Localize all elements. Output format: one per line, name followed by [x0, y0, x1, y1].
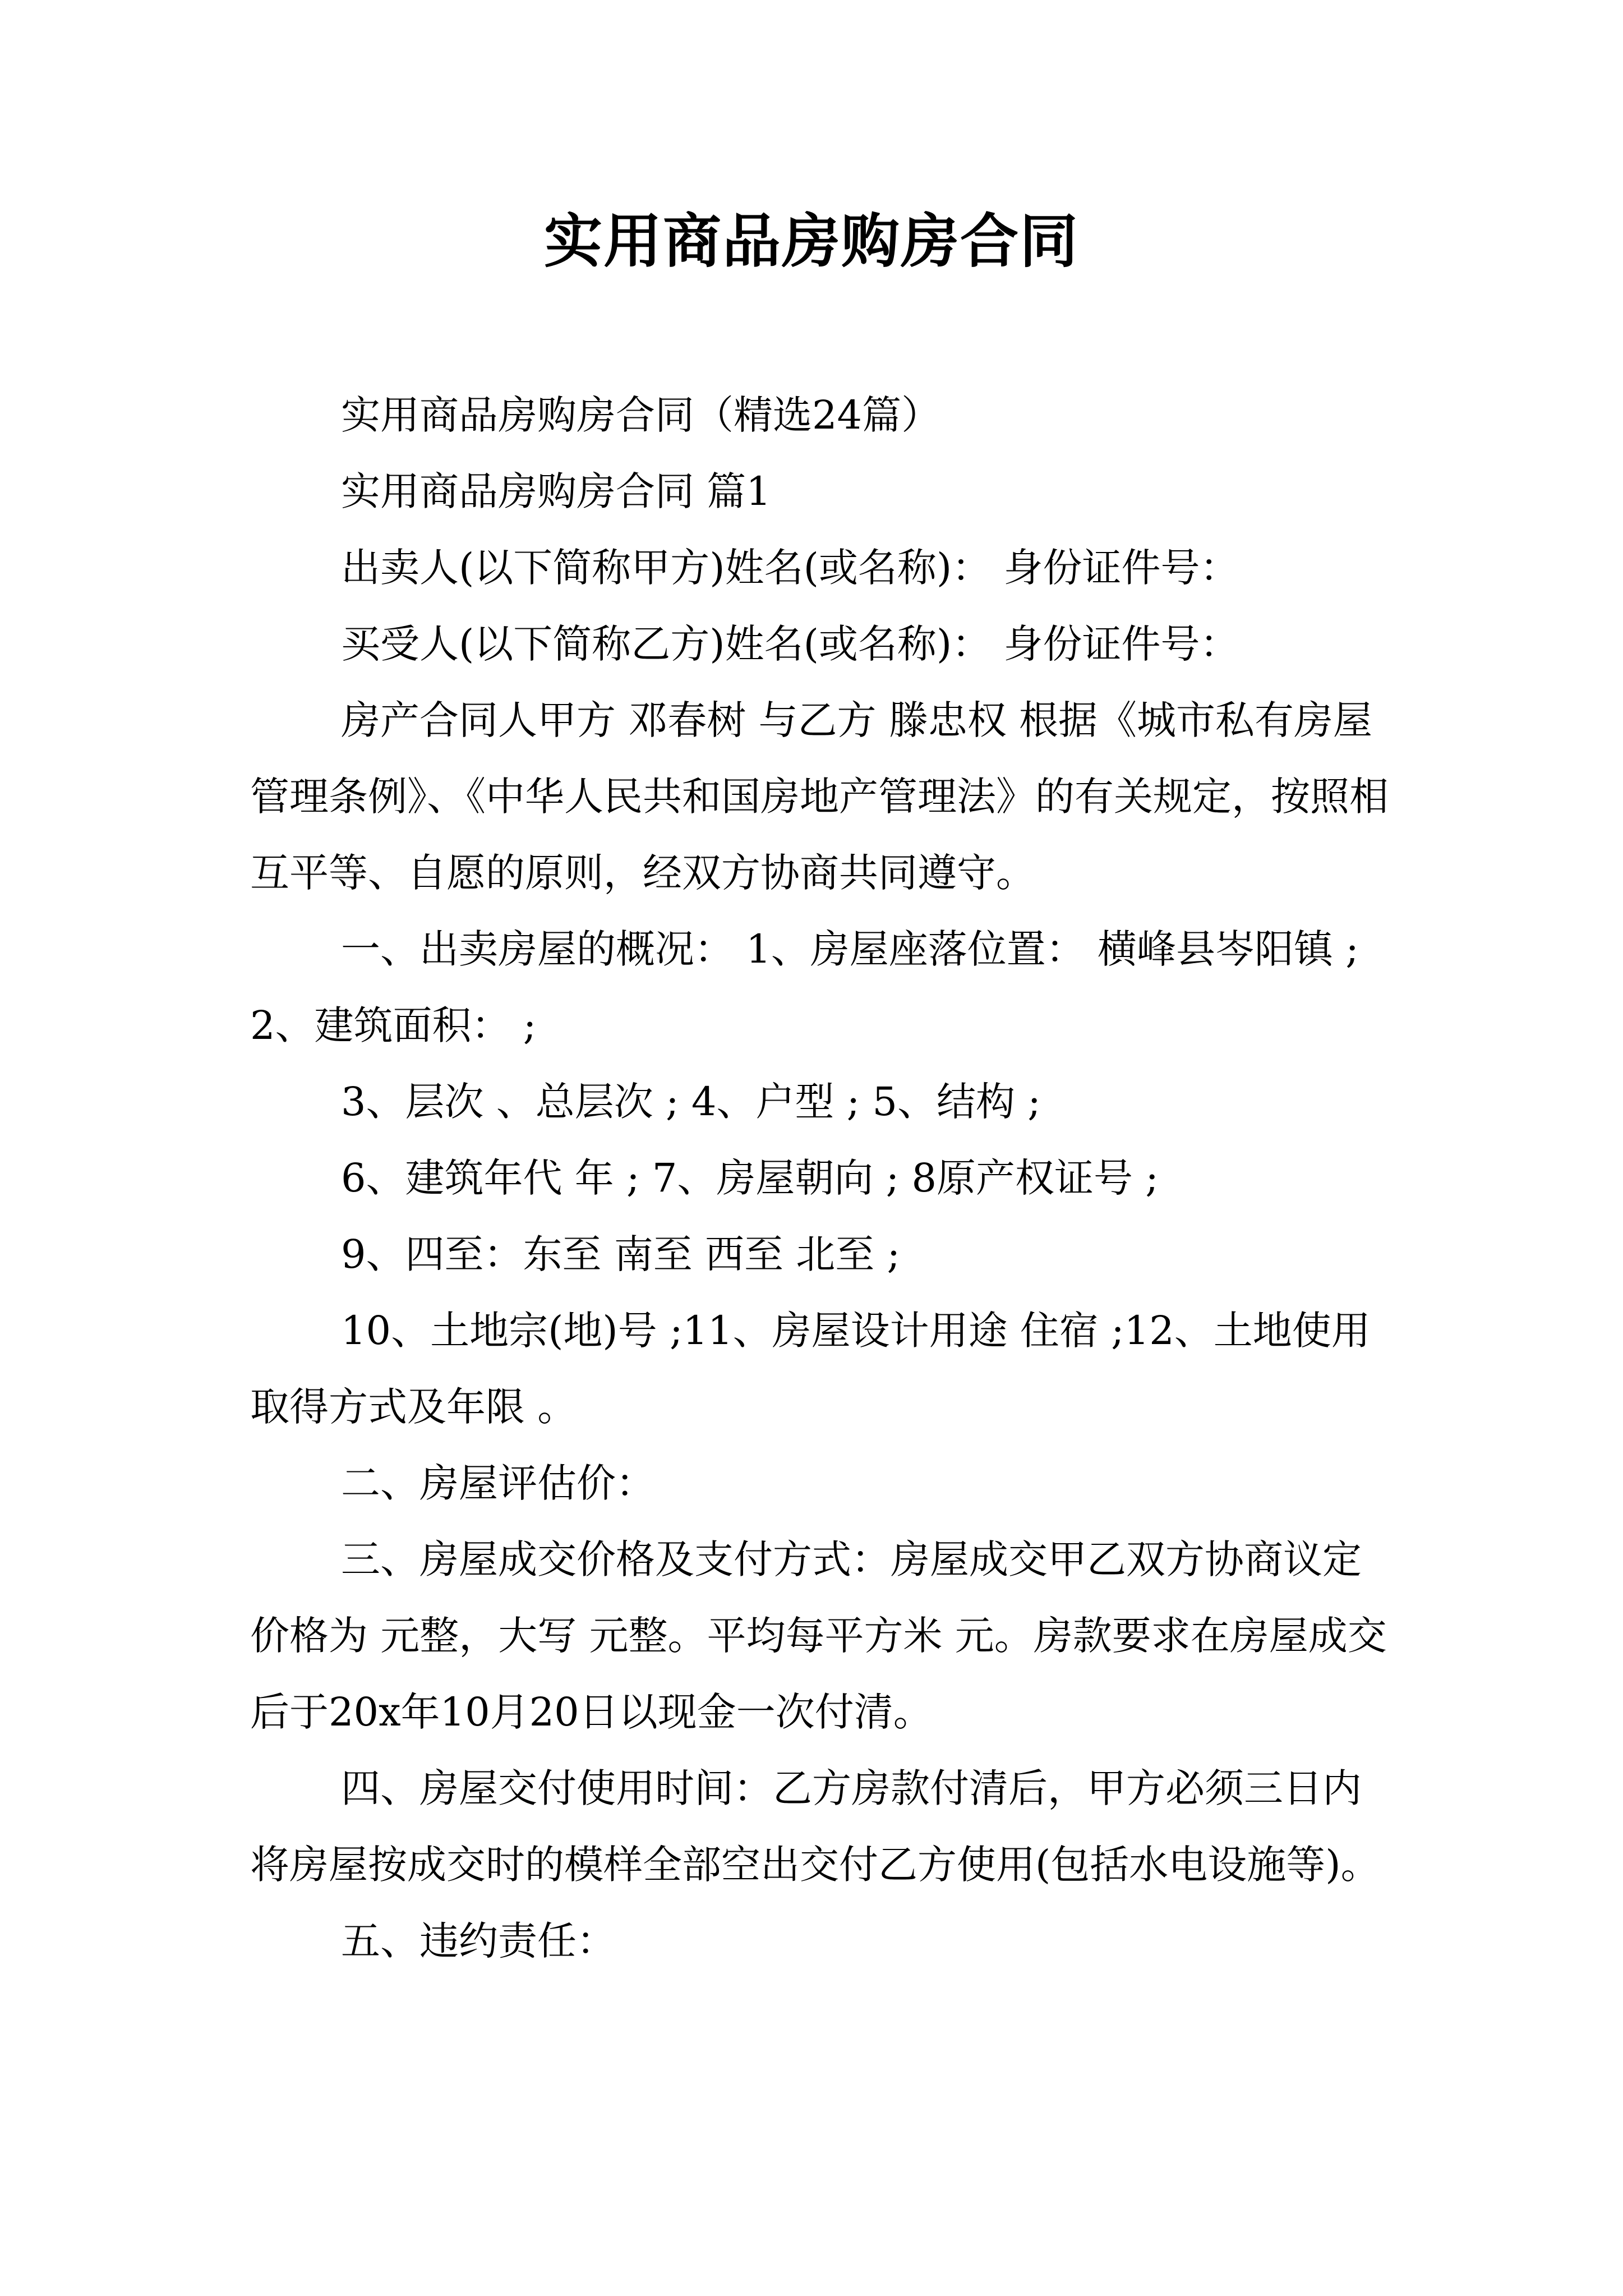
paragraph-section-1-items-3-5: 3、层次 、总层次 ; 4、户型 ; 5、结构 ; — [341, 1079, 1041, 1125]
paragraph-section-1-items-6-8: 6、建筑年代 年 ; 7、房屋朝向 ; 8原产权证号 ; — [341, 1155, 1159, 1201]
paragraph-section-4: 四、房屋交付使用时间：乙方房款付清后，甲方必须三日内将房屋按成交时的模样全部空出交付乙方使用(包括水电设施等)。 — [250, 1765, 1380, 1888]
paragraph-seller: 出卖人(以下简称甲方)姓名(或名称)： 身份证件号： — [341, 545, 1239, 591]
paragraph-buyer: 买受人(以下简称乙方)姓名(或名称)： 身份证件号： — [341, 621, 1239, 667]
paragraph-article-heading: 实用商品房购房合同 篇1 — [341, 468, 771, 514]
paragraph-section-1: 一、出卖房屋的概况： 1、房屋座落位置： 横峰县岑阳镇 ;2、建筑面积： ; — [250, 926, 1359, 1048]
paragraph-preamble: 房产合同人甲方 邓春树 与乙方 滕忠权 根据《城市私有房屋管理条例》、《中华人民共和国房地产管理法》的有关规定，按照相互平等、自愿的原则，经双方协商共同遵守。 — [250, 697, 1389, 896]
document-title: 实用商品房购房合同 — [543, 207, 1079, 275]
paragraph-section-2: 二、房屋评估价： — [341, 1460, 655, 1506]
document-body — [250, 377, 1394, 1979]
paragraph-section-1-item-9: 9、四至：东至 南至 西至 北至 ; — [341, 1231, 901, 1277]
paragraph-section-5: 五、违约责任： — [341, 1918, 616, 1964]
paragraph-section-3: 三、房屋成交价格及支付方式：房屋成交甲乙双方协商议定价格为 元整，大写 元整。平均每平方米 元。房款要求在房屋成交后于20x年10月20日以现金一次付清。 — [250, 1536, 1387, 1735]
paragraph-section-1-items-10-12: 10、土地宗(地)号 ;11、房屋设计用途 住宿 ;12、土地使用取得方式及年限 。 — [250, 1308, 1371, 1430]
paragraph-collection-title: 实用商品房购房合同（精选24篇） — [341, 392, 941, 438]
